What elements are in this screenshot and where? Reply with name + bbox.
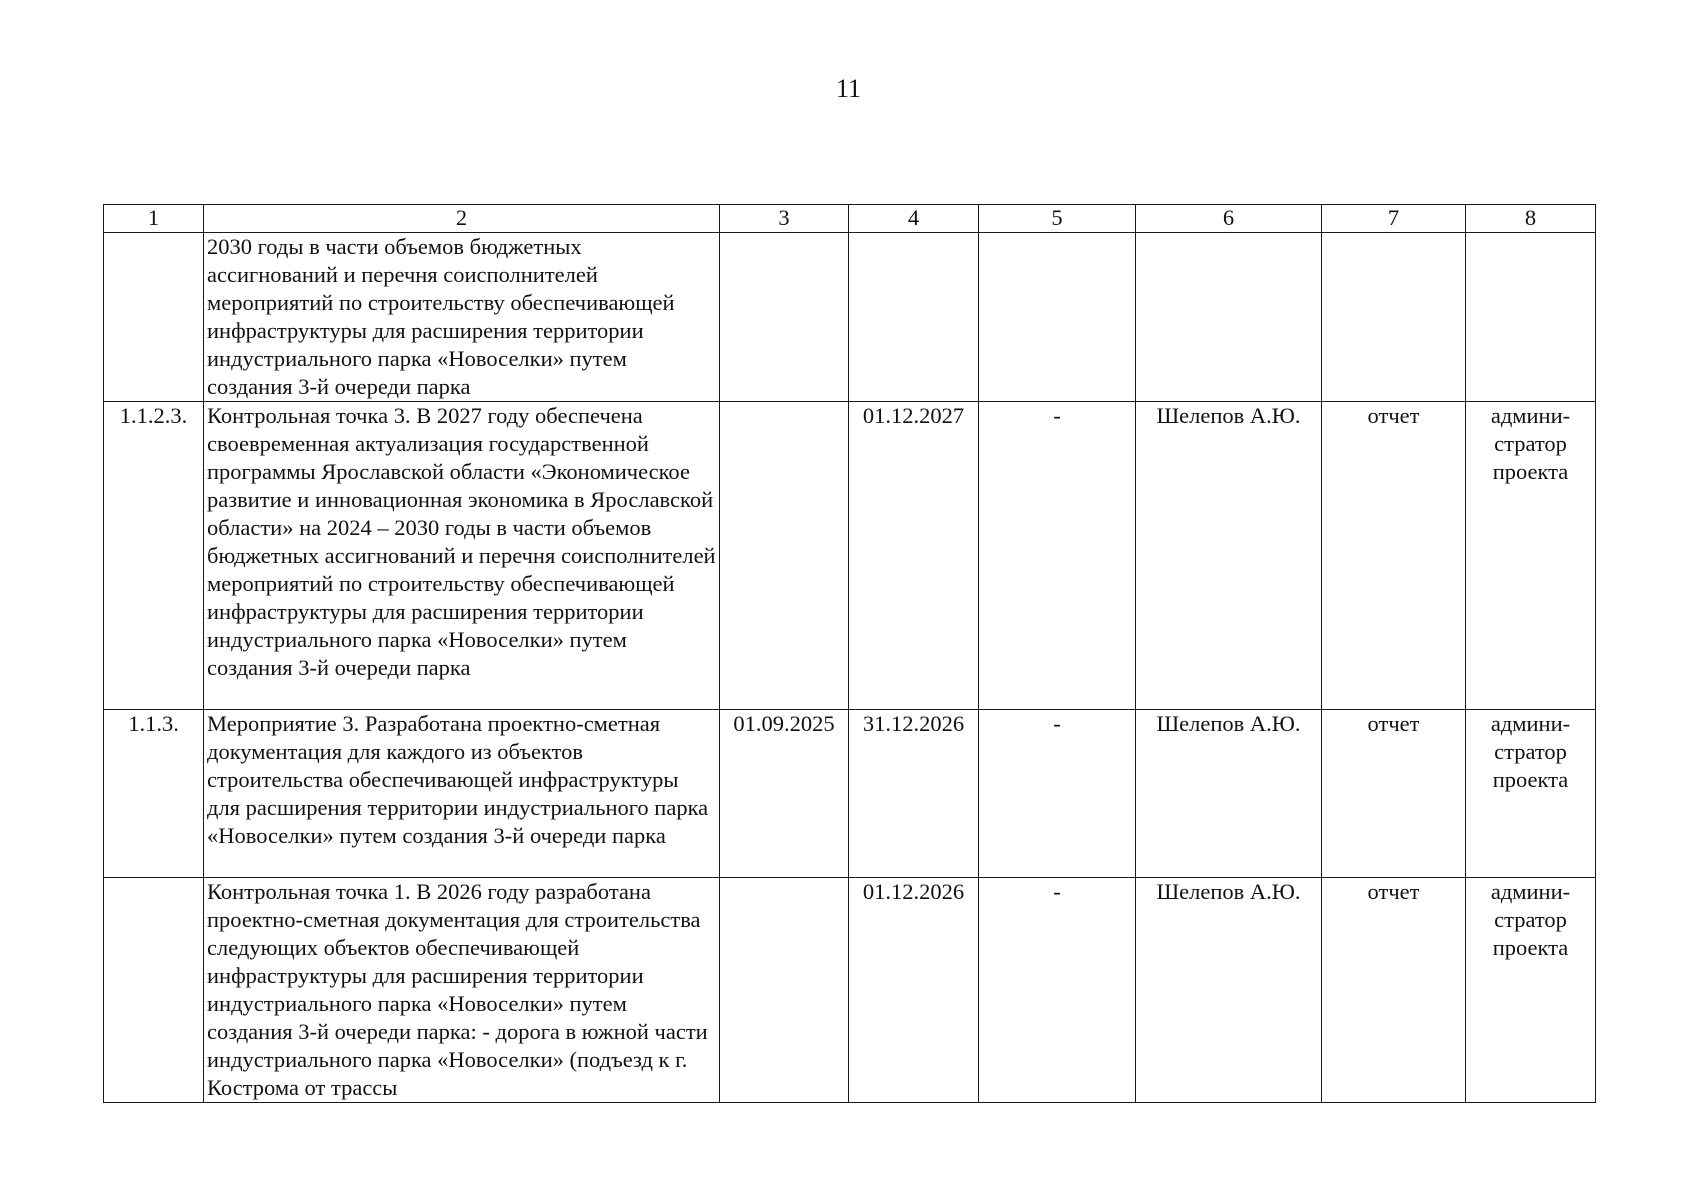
item-number	[104, 878, 204, 1103]
item-number	[104, 233, 204, 402]
role-line: админи-	[1490, 711, 1571, 736]
role-cell	[1466, 878, 1596, 1103]
item-number: 1.1.2.3.	[104, 402, 204, 710]
start-date: 01.09.2025	[720, 710, 849, 878]
column-header: 3	[720, 205, 849, 233]
column-header: 5	[979, 205, 1136, 233]
end-date: 01.12.2026	[849, 878, 979, 1103]
item-description: Контрольная точка 1. В 2026 году разработана проектно-сметная документация для строительства следующих объектов обеспечивающей инфраструктуры для расширения территории индустриального парка «Новоселки» путем создания 3-й очереди парка: - дорога в южной части индустриального парка «Новоселки» (подъезд к г. Кострома от трассы	[204, 878, 720, 1103]
start-date	[720, 233, 849, 402]
role-line: проекта	[1492, 767, 1569, 792]
column-header: 8	[1466, 205, 1596, 233]
responsible-person: Шелепов А.Ю.	[1136, 710, 1322, 878]
role-line: проекта	[1492, 459, 1569, 484]
page-number: 11	[835, 74, 862, 103]
column-header: 4	[849, 205, 979, 233]
role-cell	[1466, 402, 1596, 710]
role-line: проекта	[1492, 935, 1569, 960]
table-row	[104, 878, 1596, 1103]
column-5-value	[979, 233, 1136, 402]
item-description: Мероприятие 3. Разработана проектно-сметная документация для каждого из объектов строительства обеспечивающей инфраструктуры для расширения территории индустриального парка «Новоселки» путем создания 3-й очереди парка	[204, 710, 720, 878]
role-cell	[1466, 710, 1596, 878]
role-line: стратор	[1494, 431, 1567, 456]
header-row	[104, 205, 1596, 233]
report-type: отчет	[1322, 710, 1466, 878]
column-header: 2	[204, 205, 720, 233]
role-line: админи-	[1490, 879, 1571, 904]
end-date	[849, 233, 979, 402]
item-number: 1.1.3.	[104, 710, 204, 878]
report-type	[1322, 233, 1466, 402]
end-date: 31.12.2026	[849, 710, 979, 878]
column-5-value: -	[979, 878, 1136, 1103]
table-row	[104, 710, 1596, 878]
start-date	[720, 402, 849, 710]
report-type: отчет	[1322, 402, 1466, 710]
end-date: 01.12.2027	[849, 402, 979, 710]
item-description: 2030 годы в части объемов бюджетных ассигнований и перечня соисполнителей мероприятий по строительству обеспечивающей инфраструктуры для расширения территории индустриального парка «Новоселки» путем создания 3-й очереди парка	[204, 233, 720, 402]
responsible-person: Шелепов А.Ю.	[1136, 402, 1322, 710]
table-row	[104, 402, 1596, 710]
role-cell	[1466, 233, 1596, 402]
table-row	[104, 233, 1596, 402]
responsible-person	[1136, 233, 1322, 402]
column-header: 6	[1136, 205, 1322, 233]
column-5-value: -	[979, 710, 1136, 878]
activities-table	[103, 204, 1596, 1103]
start-date	[720, 878, 849, 1103]
role-line: админи-	[1490, 403, 1571, 428]
column-header: 1	[104, 205, 204, 233]
report-type: отчет	[1322, 878, 1466, 1103]
column-header: 7	[1322, 205, 1466, 233]
role-line: стратор	[1494, 907, 1567, 932]
role-line: стратор	[1494, 739, 1567, 764]
column-5-value: -	[979, 402, 1136, 710]
responsible-person: Шелепов А.Ю.	[1136, 878, 1322, 1103]
item-description: Контрольная точка 3. В 2027 году обеспечена своевременная актуализация государственной программы Ярославской области «Экономическое развитие и инновационная экономика в Ярославской области» на 2024 – 2030 годы в части объемов бюджетных ассигнований и перечня соисполнителей мероприятий по строительству обеспечивающей инфраструктуры для расширения территории индустриального парка «Новоселки» путем создания 3-й очереди парка	[204, 402, 720, 710]
